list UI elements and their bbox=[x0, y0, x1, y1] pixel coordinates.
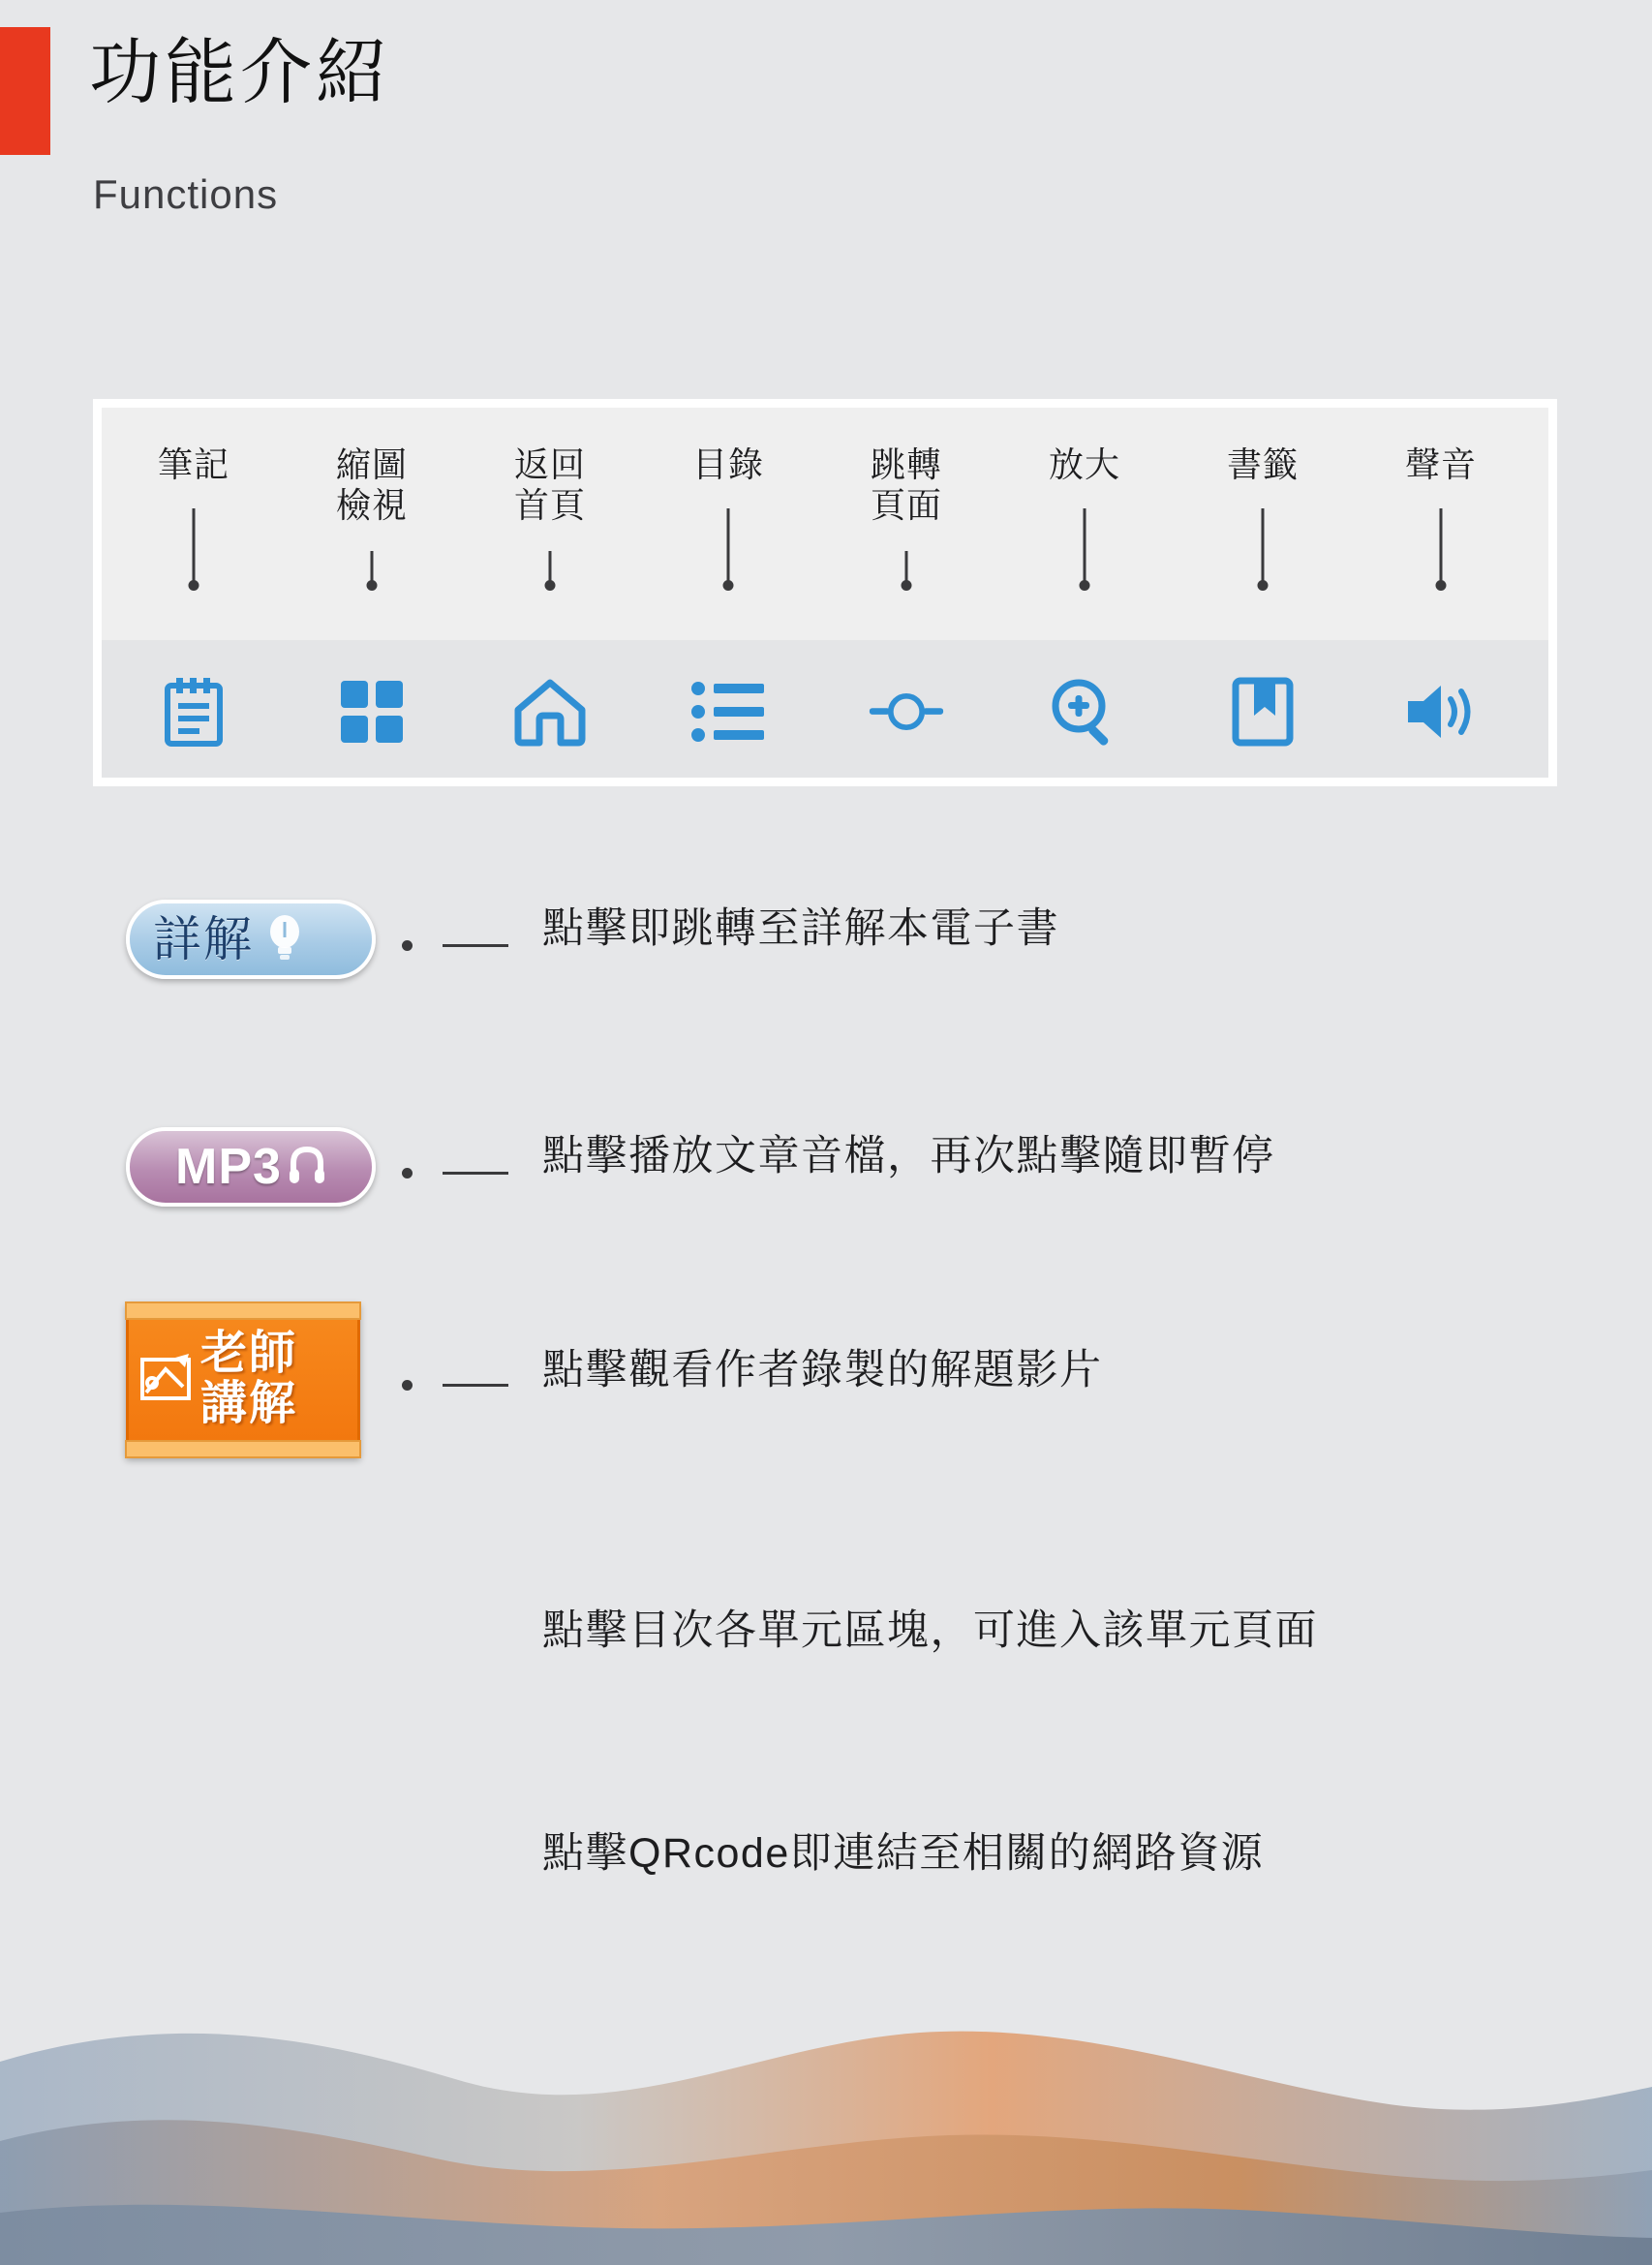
leader-dot bbox=[189, 580, 199, 591]
detail-badge-label: 詳解 bbox=[153, 912, 254, 966]
headphone-icon bbox=[288, 1144, 326, 1191]
leader-line bbox=[1262, 508, 1265, 584]
teacher-label-line-1: 老師 bbox=[200, 1328, 298, 1379]
list-icon[interactable] bbox=[689, 673, 767, 750]
home-icon[interactable] bbox=[511, 673, 589, 750]
mp3-badge[interactable] bbox=[126, 1127, 376, 1207]
leader-dot bbox=[367, 580, 378, 591]
feature-row-teacher bbox=[0, 1298, 1652, 1462]
label-line-2: 檢視 bbox=[335, 485, 408, 526]
detail-badge-wrap[interactable] bbox=[126, 881, 387, 997]
lightbulb-icon bbox=[263, 912, 306, 967]
connector-dot bbox=[402, 940, 413, 951]
page-header bbox=[0, 0, 1652, 252]
page-title: 功能介紹 bbox=[89, 32, 391, 112]
toolbar-item-bookmark[interactable] bbox=[1177, 408, 1349, 778]
leader-line bbox=[371, 551, 374, 584]
connector-line bbox=[402, 937, 537, 951]
label-line-2: 首頁 bbox=[513, 485, 586, 526]
toolbar-item-notes[interactable] bbox=[107, 408, 280, 778]
leader-line bbox=[1084, 508, 1086, 584]
teacher-badge-wrap[interactable] bbox=[126, 1298, 387, 1462]
feature-row-mp3 bbox=[0, 1109, 1652, 1225]
note-qrcode: 點擊QRcode即連結至相關的網路資源 bbox=[542, 1830, 1265, 1877]
leader-line bbox=[905, 551, 908, 584]
toolbar-item-label: 放大 bbox=[1048, 444, 1120, 484]
toolbar-item-label bbox=[464, 444, 636, 527]
connector-dot bbox=[402, 1380, 413, 1391]
detail-description: 點擊即跳轉至詳解本電子書 bbox=[542, 905, 1059, 952]
toolbar-item-label bbox=[820, 444, 993, 527]
toolbar-item-sound[interactable] bbox=[1355, 408, 1527, 778]
bookmark-icon[interactable] bbox=[1224, 673, 1301, 750]
speaker-icon[interactable] bbox=[1402, 673, 1480, 750]
toolbar-item-jump-page[interactable] bbox=[820, 408, 993, 778]
mp3-badge-wrap[interactable] bbox=[126, 1109, 387, 1225]
toolbar-item-zoom[interactable] bbox=[998, 408, 1171, 778]
video-play-icon bbox=[138, 1348, 199, 1412]
mp3-description: 點擊播放文章音檔，再次點擊隨即暫停 bbox=[542, 1133, 1275, 1179]
thumbnail-grid-icon[interactable] bbox=[333, 673, 411, 750]
zoom-in-icon[interactable] bbox=[1046, 673, 1123, 750]
toolbar-panel bbox=[93, 399, 1557, 786]
toolbar-item-home[interactable] bbox=[464, 408, 636, 778]
connector-dot bbox=[402, 1168, 413, 1178]
teacher-description: 點擊觀看作者錄製的解題影片 bbox=[542, 1347, 1103, 1393]
label-line-1: 返回 bbox=[513, 444, 586, 484]
footer-decoration bbox=[0, 1916, 1652, 2265]
leader-line bbox=[1440, 508, 1443, 584]
teacher-label-line-2: 講解 bbox=[200, 1377, 298, 1429]
connector-line bbox=[402, 1377, 537, 1391]
page-subtitle: Functions bbox=[93, 171, 279, 217]
label-line-1: 縮圖 bbox=[335, 444, 408, 484]
toolbar-item-label: 書籤 bbox=[1226, 444, 1299, 484]
feature-row-detail bbox=[0, 881, 1652, 997]
note-toc-units: 點擊目次各單元區塊，可進入該單元頁面 bbox=[542, 1607, 1318, 1654]
teacher-badge[interactable] bbox=[126, 1302, 360, 1457]
leader-line bbox=[727, 508, 730, 584]
detail-badge[interactable] bbox=[126, 900, 376, 979]
mp3-badge-label: MP3 bbox=[175, 1139, 282, 1195]
toolbar-item-contents[interactable] bbox=[642, 408, 814, 778]
label-line-1: 跳轉 bbox=[870, 444, 942, 484]
toolbar-item-thumbnails[interactable] bbox=[286, 408, 458, 778]
toolbar-item-label bbox=[286, 444, 458, 527]
toolbar-item-label: 筆記 bbox=[157, 444, 229, 484]
leader-dot bbox=[723, 580, 734, 591]
connector-dash bbox=[443, 1172, 508, 1175]
accent-bar bbox=[0, 27, 50, 155]
connector-dash bbox=[443, 944, 508, 947]
teacher-badge-label bbox=[200, 1329, 297, 1429]
jump-page-icon[interactable] bbox=[868, 673, 945, 750]
toolbar-item-label: 目錄 bbox=[691, 444, 764, 484]
notepad-icon[interactable] bbox=[155, 673, 232, 750]
label-line-2: 頁面 bbox=[870, 485, 942, 526]
leader-dot bbox=[1436, 580, 1447, 591]
connector-dash bbox=[443, 1384, 508, 1387]
leader-dot bbox=[1080, 580, 1090, 591]
leader-dot bbox=[1258, 580, 1269, 591]
toolbar-item-label: 聲音 bbox=[1404, 444, 1477, 484]
leader-dot bbox=[902, 580, 912, 591]
leader-dot bbox=[545, 580, 556, 591]
leader-line bbox=[549, 551, 552, 584]
leader-line bbox=[193, 508, 196, 584]
connector-line bbox=[402, 1165, 537, 1178]
